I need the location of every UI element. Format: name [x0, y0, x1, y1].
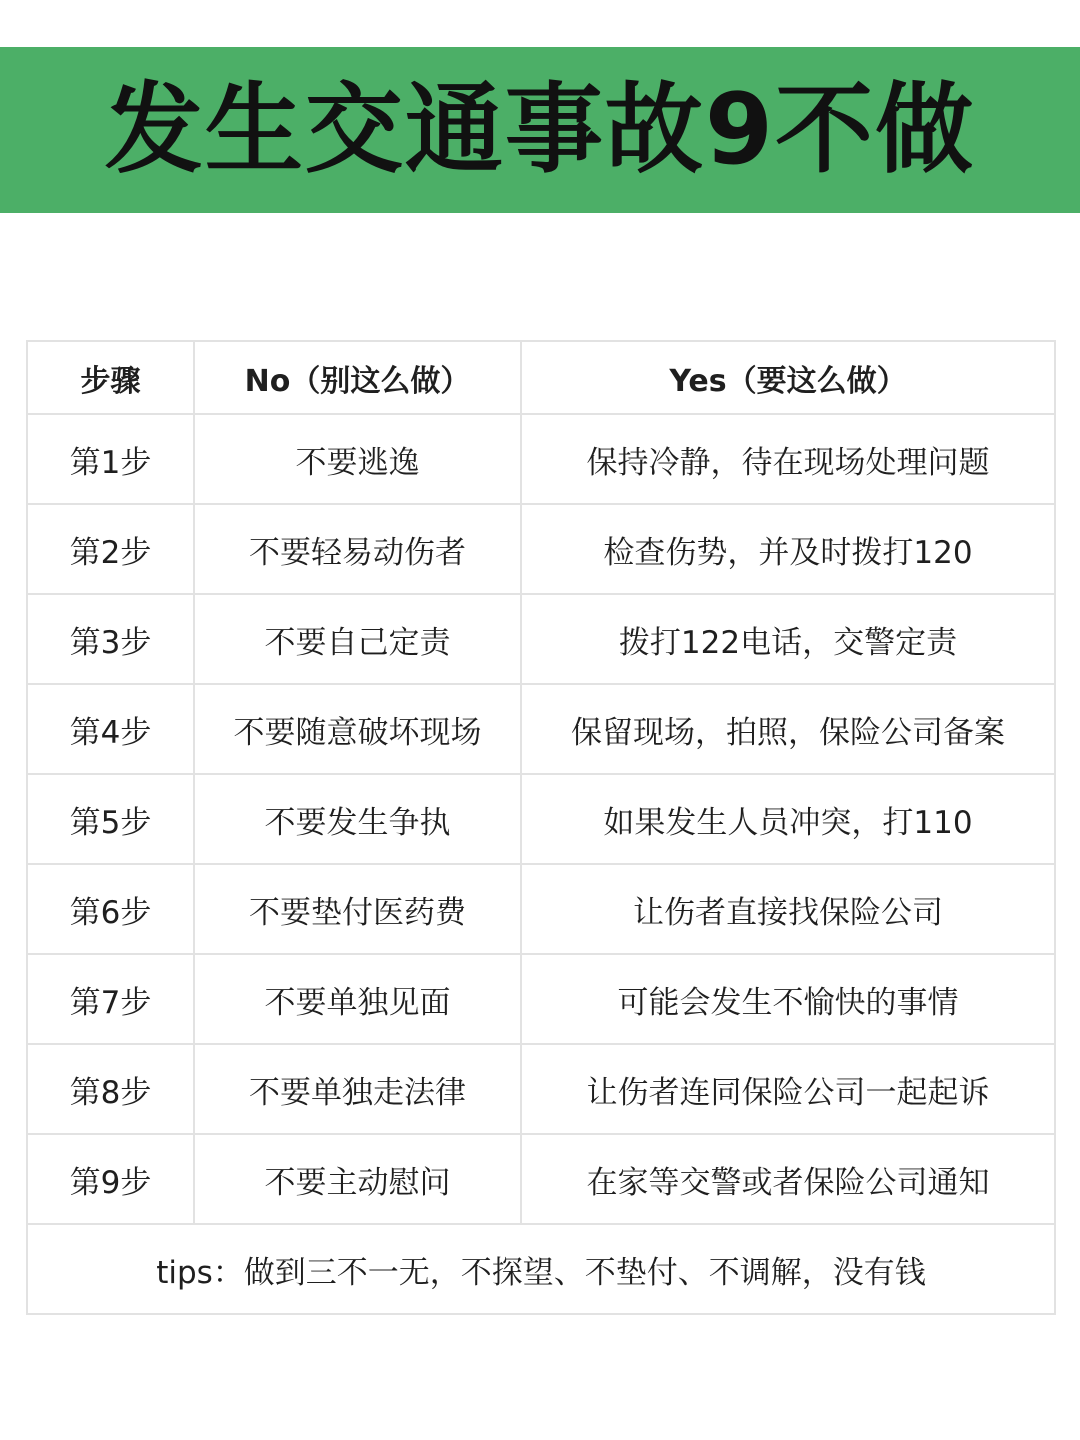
step-cell: 第7步: [27, 954, 194, 1044]
step-cell: 第5步: [27, 774, 194, 864]
step-cell: 第3步: [27, 594, 194, 684]
step-cell: 第2步: [27, 504, 194, 594]
table-header-row: [27, 341, 1055, 414]
no-cell: 不要主动慰问: [194, 1134, 521, 1224]
table-row: [27, 954, 1055, 1044]
no-cell: 不要单独见面: [194, 954, 521, 1044]
table-row: [27, 684, 1055, 774]
yes-cell: 拨打122电话，交警定责: [521, 594, 1055, 684]
header-no: No（别这么做）: [194, 341, 521, 414]
yes-cell: 如果发生人员冲突，打110: [521, 774, 1055, 864]
yes-cell: 检查伤势，并及时拨打120: [521, 504, 1055, 594]
table-row: [27, 1044, 1055, 1134]
step-cell: 第4步: [27, 684, 194, 774]
no-cell: 不要垫付医药费: [194, 864, 521, 954]
table-row: [27, 504, 1055, 594]
step-cell: 第6步: [27, 864, 194, 954]
step-cell: 第8步: [27, 1044, 194, 1134]
yes-cell: 让伤者直接找保险公司: [521, 864, 1055, 954]
header-step: 步骤: [27, 341, 194, 414]
yes-cell: 在家等交警或者保险公司通知: [521, 1134, 1055, 1224]
tips-row: [27, 1224, 1055, 1314]
yes-cell: 保持冷静，待在现场处理问题: [521, 414, 1055, 504]
no-cell: 不要随意破坏现场: [194, 684, 521, 774]
table-row: [27, 594, 1055, 684]
tips-text: tips：做到三不一无，不探望、不垫付、不调解，没有钱: [27, 1224, 1055, 1314]
no-cell: 不要发生争执: [194, 774, 521, 864]
yes-cell: 可能会发生不愉快的事情: [521, 954, 1055, 1044]
page-title: 发生交通事故9不做: [104, 73, 976, 187]
table-row: [27, 1134, 1055, 1224]
no-cell: 不要单独走法律: [194, 1044, 521, 1134]
steps-table: [26, 340, 1056, 1315]
no-cell: 不要逃逸: [194, 414, 521, 504]
yes-cell: 保留现场，拍照，保险公司备案: [521, 684, 1055, 774]
no-cell: 不要自己定责: [194, 594, 521, 684]
step-cell: 第9步: [27, 1134, 194, 1224]
table-row: [27, 774, 1055, 864]
no-cell: 不要轻易动伤者: [194, 504, 521, 594]
header-yes: Yes（要这么做）: [521, 341, 1055, 414]
table-row: [27, 864, 1055, 954]
step-cell: 第1步: [27, 414, 194, 504]
table-row: [27, 414, 1055, 504]
title-banner: [0, 47, 1080, 213]
yes-cell: 让伤者连同保险公司一起起诉: [521, 1044, 1055, 1134]
